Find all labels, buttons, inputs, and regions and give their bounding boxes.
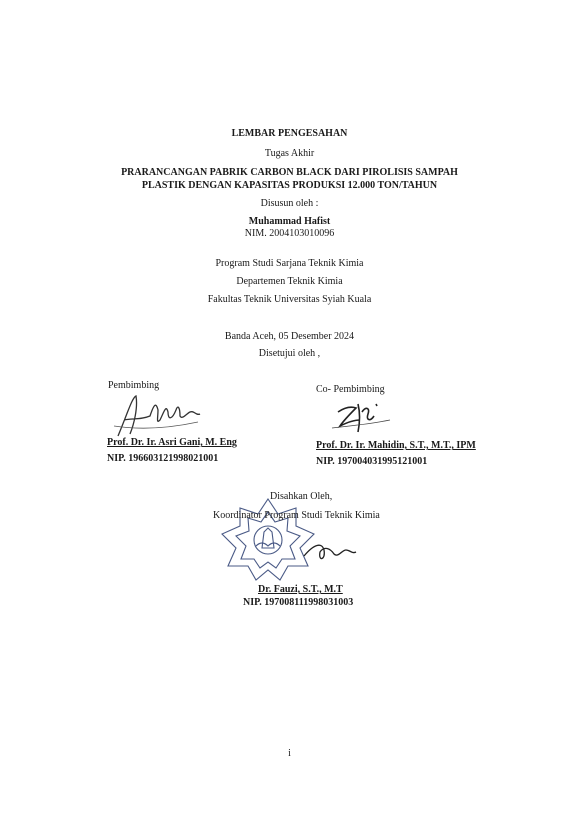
- place-date: Banda Aceh, 05 Desember 2024: [224, 331, 355, 342]
- supervisor-signature: [110, 390, 210, 442]
- thesis-title-line-2: PLASTIK DENGAN KAPASITAS PRODUKSI 12.000 TON/TAHUN: [141, 180, 438, 191]
- co-supervisor-role: Co- Pembimbing: [316, 384, 385, 395]
- supervisor-name: Prof. Dr. Ir. Asri Gani, M. Eng: [107, 437, 237, 448]
- coordinator-role: Koordinator Program Studi Teknik Kimia: [213, 510, 380, 521]
- study-program: Program Studi Sarjana Teknik Kimia: [215, 258, 364, 269]
- supervisor-nip: NIP. 196603121998021001: [107, 453, 219, 464]
- co-supervisor-name: Prof. Dr. Ir. Mahidin, S.T., M.T., IPM: [316, 440, 476, 451]
- department: Departemen Teknik Kimia: [236, 276, 343, 287]
- document-type: Tugas Akhir: [264, 148, 315, 159]
- page-number: i: [288, 748, 291, 759]
- thesis-title-line-1: PRARANCANGAN PABRIK CARBON BLACK DARI PIROLISIS SAMPAH: [121, 167, 458, 178]
- coordinator-signature: [300, 538, 360, 566]
- author-name: Muhammad Hafist: [248, 216, 331, 227]
- author-nim: NIM. 2004103010096: [244, 228, 335, 239]
- supervisor-role: Pembimbing: [108, 380, 160, 391]
- coordinator-name: Dr. Fauzi, S.T., M.T: [258, 584, 343, 595]
- page-title: LEMBAR PENGESAHAN: [231, 128, 348, 139]
- author-label: Disusun oleh :: [260, 198, 319, 209]
- coordinator-nip: NIP. 197008111998031003: [243, 597, 354, 608]
- approved-by-label: Disetujui oleh ,: [258, 348, 321, 359]
- co-supervisor-nip: NIP. 197004031995121001: [316, 456, 428, 467]
- faculty: Fakultas Teknik Universitas Syiah Kuala: [207, 294, 372, 305]
- ratified-by-label: Disahkan Oleh,: [270, 491, 333, 502]
- co-supervisor-signature: [330, 398, 400, 440]
